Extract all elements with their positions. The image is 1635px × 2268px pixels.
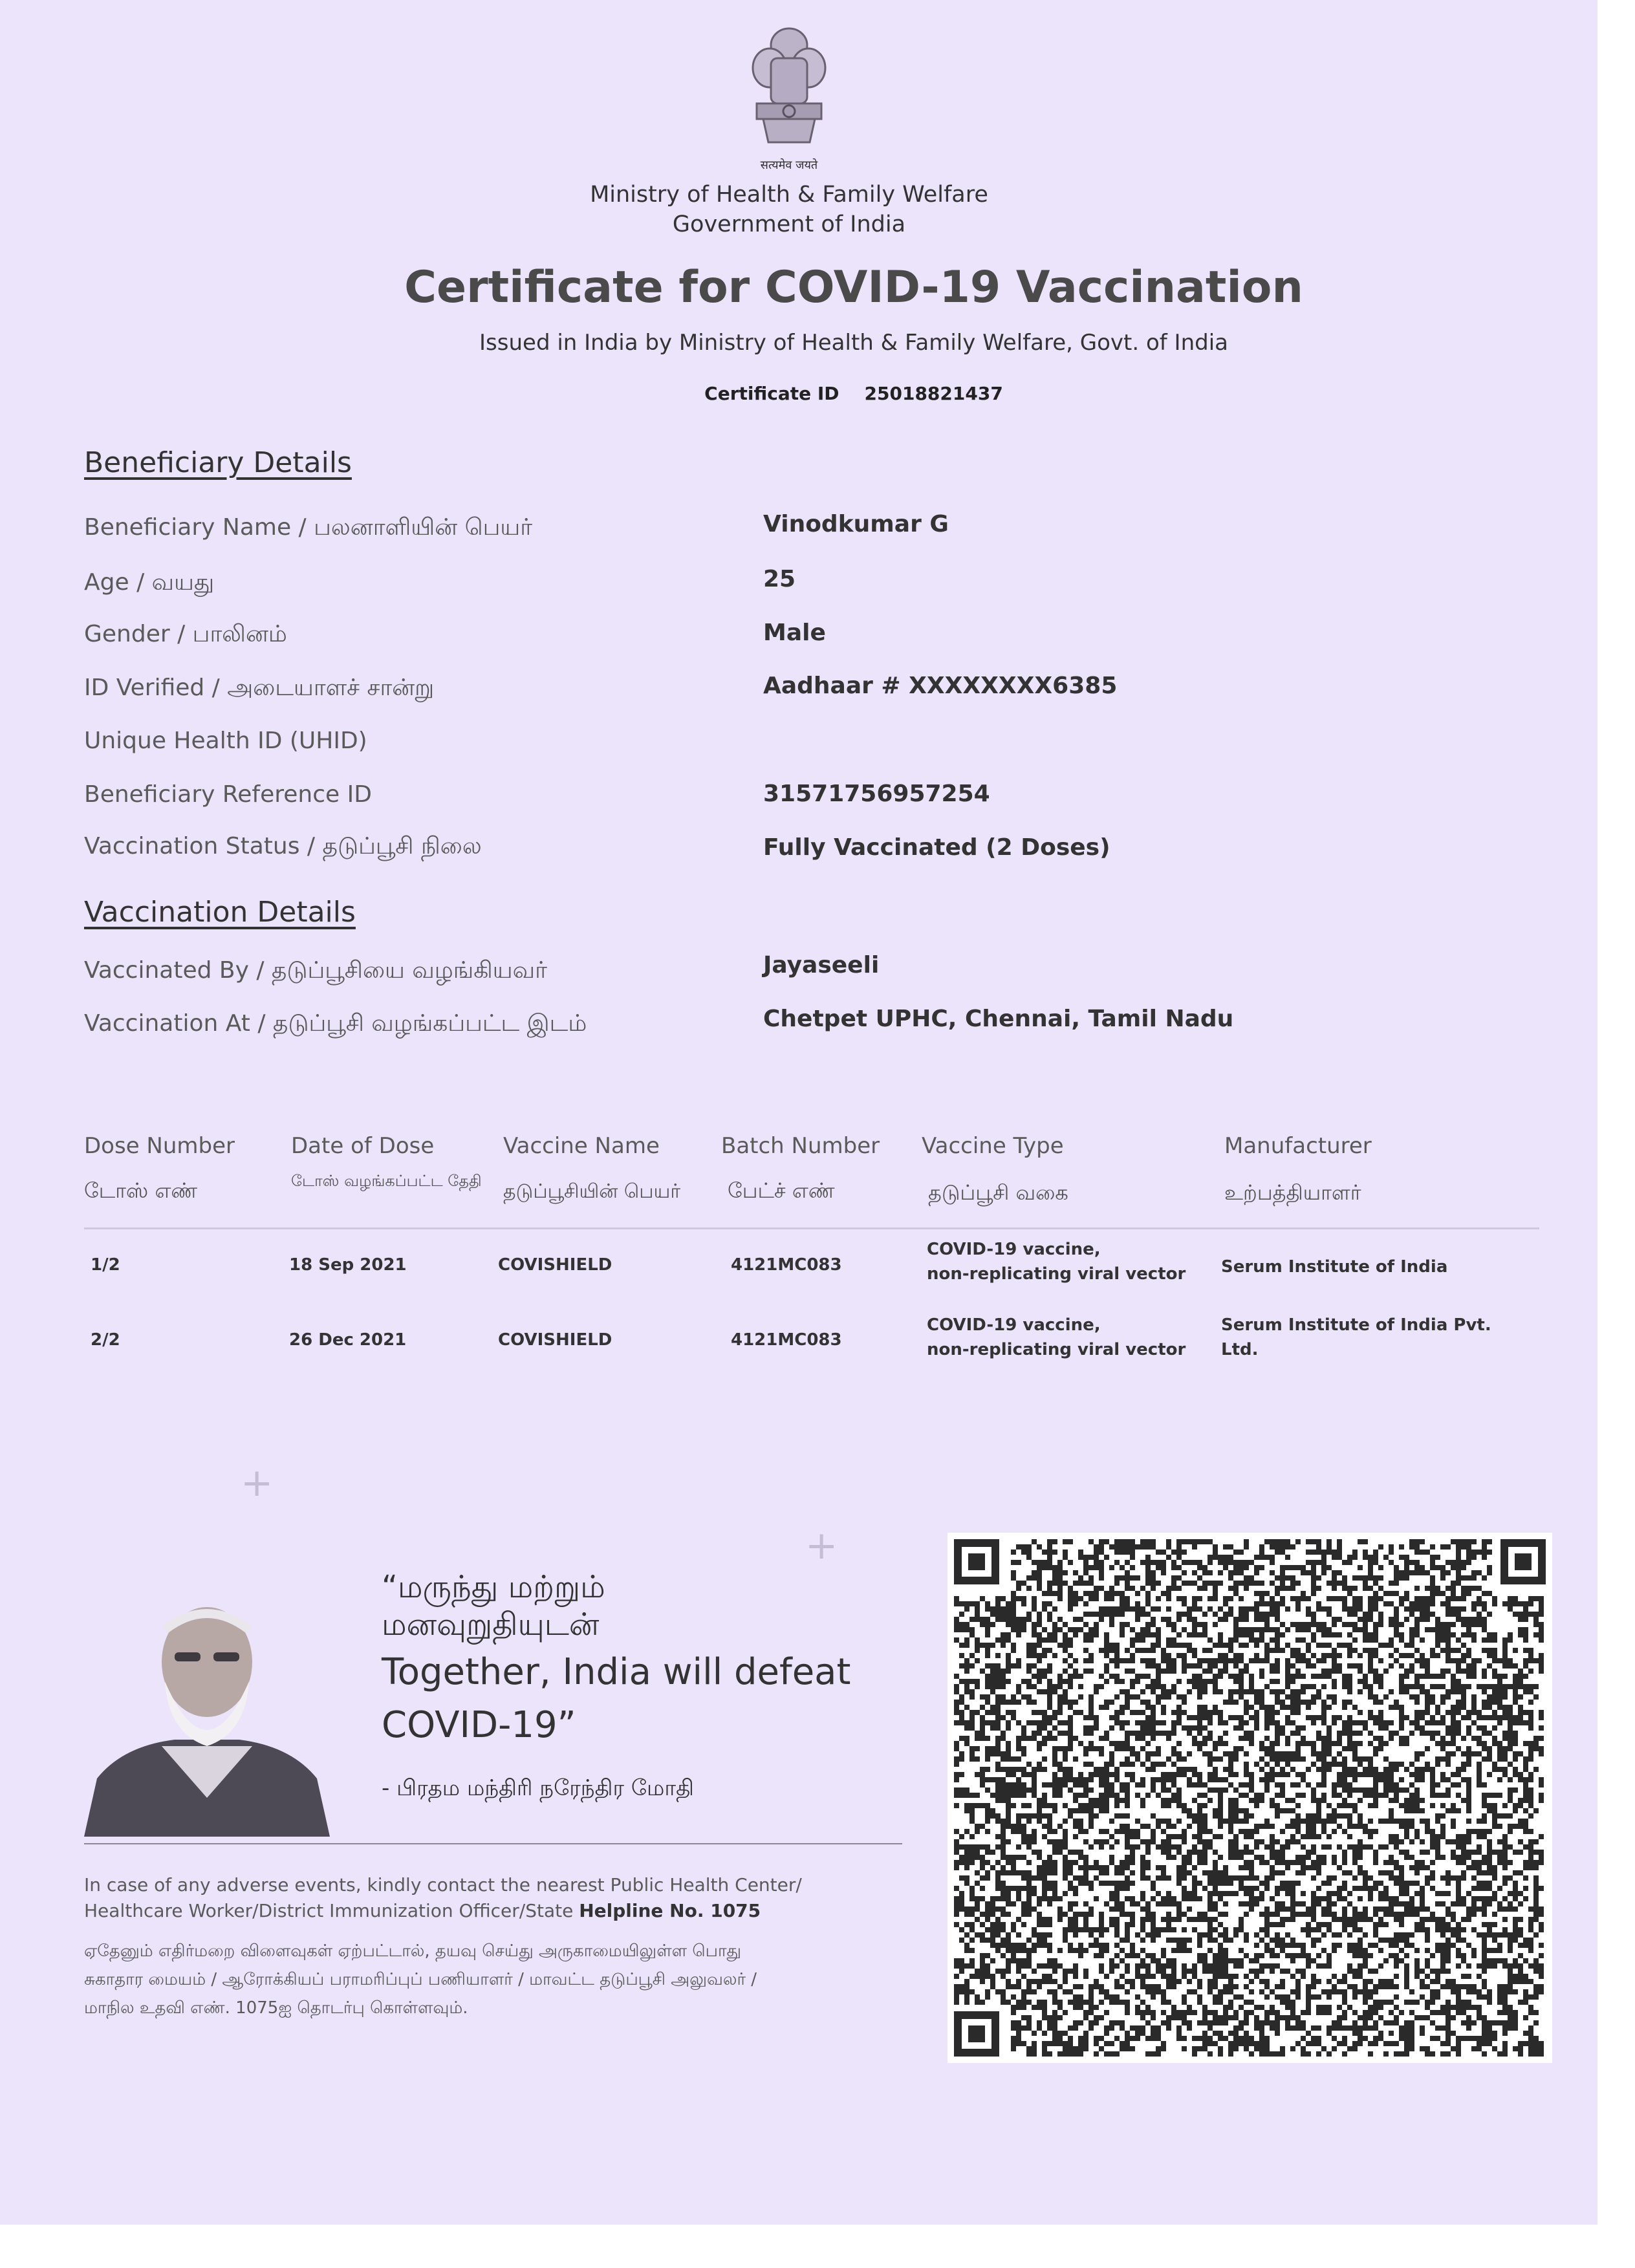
dose-1-type bbox=[927, 1237, 1205, 1286]
helpline-number: Helpline No. 1075 bbox=[579, 1900, 761, 1921]
table-header-batch-number-ta: பேட்ச் எண் bbox=[728, 1178, 835, 1203]
table-header-dose-number: Dose Number bbox=[84, 1133, 235, 1159]
adverse-events-line2: Healthcare Worker/District Immunization Officer/State bbox=[84, 1900, 579, 1921]
beneficiary-name-label: Beneficiary Name / பலனாளியின் பெயர் bbox=[84, 514, 533, 541]
government-name: Government of India bbox=[672, 211, 906, 237]
quote-english-line2: COVID-19” bbox=[382, 1704, 576, 1746]
dose-1-manufacturer bbox=[1221, 1255, 1506, 1279]
vaccinated-by-value: Jayaseeli bbox=[763, 952, 880, 978]
gender-value: Male bbox=[763, 620, 826, 646]
id-verified-label: ID Verified / அடையாளச் சான்று bbox=[84, 675, 435, 701]
dose-2-date: 26 Dec 2021 bbox=[289, 1330, 407, 1350]
ministry-name: Ministry of Health & Family Welfare bbox=[590, 182, 988, 208]
quote-tamil bbox=[382, 1568, 899, 1643]
dose-2-type-line2: non-replicating viral vector bbox=[927, 1340, 1186, 1359]
vaccination-at-label: Vaccination At / தடுப்பூசி வழங்கப்பட்ட இடம் bbox=[84, 1010, 587, 1037]
table-header-manufacturer: Manufacturer bbox=[1224, 1133, 1372, 1159]
certificate-id-value: 25018821437 bbox=[864, 383, 1003, 404]
quote-attribution: - பிரதம மந்திரி நரேந்திர மோதி bbox=[382, 1775, 694, 1801]
dose-2-type-line1: COVID-19 vaccine, bbox=[927, 1315, 1101, 1335]
age-label: Age / வயது bbox=[84, 569, 215, 596]
certificate-id bbox=[517, 383, 1190, 404]
table-header-date: Date of Dose bbox=[291, 1133, 435, 1159]
beneficiary-section-heading: Beneficiary Details bbox=[84, 446, 352, 479]
dose-2-number: 2/2 bbox=[91, 1330, 120, 1350]
portrait-photo bbox=[84, 1584, 330, 1837]
dose-1-vaccine: COVISHIELD bbox=[498, 1255, 612, 1275]
table-header-vaccine-type: Vaccine Type bbox=[922, 1133, 1064, 1159]
table-header-dose-number-ta: டோஸ் எண் bbox=[84, 1178, 198, 1203]
dose-1-date: 18 Sep 2021 bbox=[289, 1255, 407, 1275]
ministry-heading bbox=[453, 180, 1125, 239]
quote-tamil-line2: மனவுறுதியுடன் bbox=[382, 1606, 600, 1643]
id-verified-value: Aadhaar # XXXXXXXX6385 bbox=[763, 673, 1118, 699]
quote-english bbox=[382, 1646, 899, 1752]
quote-divider bbox=[84, 1843, 902, 1844]
quote-tamil-line1: “மருந்து மற்றும் bbox=[382, 1569, 605, 1605]
plus-decoration-icon: + bbox=[241, 1460, 274, 1506]
dose-2-manufacturer-line1: Serum Institute of India Pvt. bbox=[1221, 1315, 1491, 1335]
adverse-events-tamil-line3: மாநில உதவி எண். 1075ஐ தொடர்பு கொள்ளவும். bbox=[84, 1998, 468, 2018]
table-header-vaccine-name: Vaccine Name bbox=[503, 1133, 660, 1159]
dose-1-batch: 4121MC083 bbox=[731, 1255, 842, 1275]
dose-2-vaccine: COVISHIELD bbox=[498, 1330, 612, 1350]
adverse-events-notice-tamil bbox=[84, 1937, 893, 2022]
page-title: Certificate for COVID-19 Vaccination bbox=[404, 262, 1303, 313]
table-header-manufacturer-ta: உற்பத்தியாளர் bbox=[1224, 1180, 1361, 1205]
dose-2-manufacturer bbox=[1221, 1313, 1506, 1362]
table-header-vaccine-name-ta: தடுப்பூசியின் பெயர் bbox=[503, 1180, 680, 1203]
dose-1-type-line1: COVID-19 vaccine, bbox=[927, 1240, 1101, 1259]
vaccination-status-label: Vaccination Status / தடுப்பூசி நிலை bbox=[84, 833, 482, 859]
adverse-events-notice bbox=[84, 1872, 893, 1924]
certificate-id-label: Certificate ID bbox=[704, 383, 839, 404]
dose-2-type bbox=[927, 1313, 1205, 1362]
reference-id-value: 31571756957254 bbox=[763, 781, 990, 807]
table-header-date-ta: டோஸ் வழங்கப்பட்ட தேதி bbox=[291, 1172, 482, 1190]
vaccination-at-value: Chetpet UPHC, Chennai, Tamil Nadu bbox=[763, 1006, 1234, 1032]
dose-1-number: 1/2 bbox=[91, 1255, 120, 1275]
dose-1-type-line2: non-replicating viral vector bbox=[927, 1264, 1186, 1284]
vaccination-status-value: Fully Vaccinated (2 Doses) bbox=[763, 834, 1110, 861]
table-divider bbox=[84, 1227, 1539, 1229]
beneficiary-name-value: Vinodkumar G bbox=[763, 511, 949, 537]
table-header-batch-number: Batch Number bbox=[721, 1133, 880, 1159]
vaccinated-by-label: Vaccinated By / தடுப்பூசியை வழங்கியவர் bbox=[84, 957, 547, 984]
plus-decoration-icon: + bbox=[805, 1523, 838, 1568]
qr-code bbox=[947, 1533, 1552, 2063]
adverse-events-tamil-line2: சுகாதார மையம் / ஆரோக்கியப் பராமரிப்புப் பணியாளர் / மாவட்ட தடுப்பூசி அலுவலர் / bbox=[84, 1970, 757, 1989]
page-subtitle: Issued in India by Ministry of Health & Family Welfare, Govt. of India bbox=[479, 330, 1228, 356]
table-header-vaccine-type-ta: தடுப்பூசி வகை bbox=[928, 1180, 1068, 1205]
uhid-label: Unique Health ID (UHID) bbox=[84, 728, 367, 754]
adverse-events-tamil-line1: ஏதேனும் எதிர்மறை விளைவுகள் ஏற்பட்டால், தயவு செய்து அருகாமையிலுள்ள பொது bbox=[84, 1941, 742, 1961]
dose-2-manufacturer-line2: Ltd. bbox=[1221, 1340, 1259, 1359]
dose-2-batch: 4121MC083 bbox=[731, 1330, 842, 1350]
reference-id-label: Beneficiary Reference ID bbox=[84, 781, 372, 808]
gender-label: Gender / பாலினம் bbox=[84, 621, 287, 647]
quote-english-line1: Together, India will defeat bbox=[382, 1651, 851, 1693]
emblem-motto: सत्यमेव जयते bbox=[760, 158, 818, 172]
age-value: 25 bbox=[763, 566, 796, 592]
dose-1-manufacturer-line1: Serum Institute of India bbox=[1221, 1257, 1448, 1277]
adverse-events-line1: In case of any adverse events, kindly contact the nearest Public Health Center/ bbox=[84, 1874, 802, 1895]
vaccination-section-heading: Vaccination Details bbox=[84, 896, 356, 929]
